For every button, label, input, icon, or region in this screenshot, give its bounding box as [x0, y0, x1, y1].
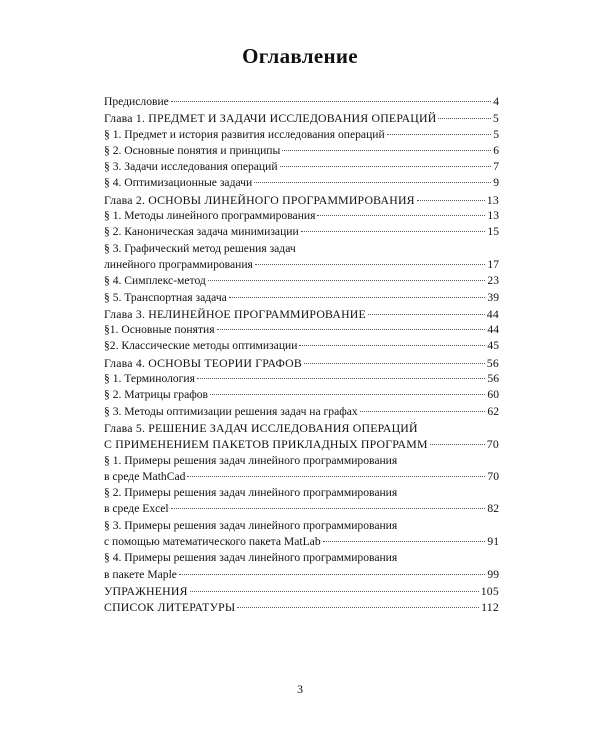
toc-entry-page: 7: [493, 160, 499, 174]
toc-dot-leader: [304, 363, 485, 364]
toc-dot-leader: [229, 297, 486, 298]
toc-entry-row: [104, 273, 499, 289]
toc-dot-leader: [430, 444, 485, 445]
toc-entry-page: 99: [487, 567, 499, 581]
toc-entry-title: § 2. Матрицы графов: [104, 388, 209, 402]
toc-entry-row: [104, 567, 499, 583]
toc-entry-title: § 2. Основные понятия и принципы: [104, 143, 281, 157]
toc-entry: [104, 159, 499, 175]
toc-dot-leader: [280, 166, 492, 167]
page-title: Оглавление: [242, 44, 358, 68]
toc-entry-page: 82: [487, 502, 499, 516]
toc-entry-row: [104, 322, 499, 338]
toc-entry: [104, 94, 499, 110]
toc-dot-leader: [254, 182, 491, 183]
toc-entry-row: [104, 583, 499, 599]
toc-entry-page: 9: [493, 176, 499, 190]
toc-entry-page: 60: [487, 388, 499, 402]
toc-entry: [104, 224, 499, 240]
toc-dot-leader: [368, 314, 485, 315]
toc-entry-row: [104, 599, 499, 615]
toc-entry-title: § 1. Предмет и история развития исследования операций: [104, 127, 385, 141]
toc-entry-row: [104, 371, 499, 387]
toc-entry-page: 44: [487, 323, 499, 337]
table-of-contents: [104, 94, 499, 616]
toc-entry: [104, 338, 499, 354]
toc-entry: [104, 371, 499, 387]
toc-entry: [104, 241, 499, 274]
toc-entry-row: [104, 143, 499, 159]
toc-entry-row: [104, 159, 499, 175]
toc-dot-leader: [299, 345, 485, 346]
toc-entry-row: [104, 175, 499, 191]
toc-entry: [104, 404, 499, 420]
toc-entry-title: Предисловие: [104, 95, 169, 108]
toc-entry-title: § 1. Методы линейного программирования: [104, 209, 316, 223]
toc-entry-line: § 3. Графический метод решения задач: [104, 241, 296, 255]
toc-entry-title: С ПРИМЕНЕНИЕМ ПАКЕТОВ ПРИКЛАДНЫХ ПРОГРАММ: [104, 437, 428, 452]
toc-entry-title: Глава 2. ОСНОВЫ ЛИНЕЙНОГО ПРОГРАММИРОВАНИЯ: [104, 192, 415, 207]
toc-entry-title: § 3. Задачи исследования операций: [104, 160, 278, 174]
toc-entry-row: [104, 501, 499, 517]
toc-entry-page: 13: [486, 192, 499, 207]
toc-entry: [104, 453, 499, 486]
toc-entry-row: [104, 534, 499, 550]
toc-entry-page: 112: [481, 600, 499, 615]
toc-entry-row: [104, 224, 499, 240]
toc-entry-title: УПРАЖНЕНИЯ: [104, 583, 188, 598]
toc-entry-page: 105: [480, 583, 499, 598]
toc-entry: [104, 485, 499, 518]
page-number: 3: [297, 682, 303, 696]
toc-entry-page: 91: [487, 535, 499, 549]
toc-entry-title: Глава 4. ОСНОВЫ ТЕОРИИ ГРАФОВ: [104, 355, 302, 370]
toc-entry-title: в среде MathCad: [104, 469, 186, 483]
toc-entry: [104, 550, 499, 583]
toc-entry-row: [104, 192, 499, 208]
toc-dot-leader: [179, 574, 485, 575]
toc-entry-page: 70: [486, 437, 499, 452]
toc-entry-line: § 2. Примеры решения задач линейного программирования: [104, 486, 398, 500]
toc-entry-row: [104, 355, 499, 371]
toc-entry: [104, 127, 499, 143]
toc-entry-title: § 1. Терминология: [104, 372, 195, 386]
toc-dot-leader: [360, 411, 486, 412]
toc-entry-page: 13: [487, 209, 499, 223]
toc-dot-leader: [282, 150, 491, 151]
toc-entry-page: 56: [486, 355, 499, 370]
toc-entry-row: [104, 127, 499, 143]
toc-entry: [104, 175, 499, 191]
toc-entry: [104, 583, 499, 599]
toc-entry-title: в среде Excel: [104, 502, 169, 516]
toc-entry-row: [104, 208, 499, 224]
toc-entry-row: [104, 404, 499, 420]
toc-entry-row: [104, 94, 499, 110]
toc-entry-page: 39: [487, 290, 499, 304]
toc-entry-row: [104, 306, 499, 322]
toc-entry-page: 17: [487, 257, 499, 271]
toc-dot-leader: [171, 508, 486, 509]
toc-entry-page: 56: [487, 372, 499, 386]
toc-entry-page: 44: [486, 306, 499, 321]
toc-dot-leader: [210, 394, 485, 395]
toc-entry-page: 15: [487, 225, 499, 239]
toc-entry: [104, 273, 499, 289]
toc-dot-leader: [417, 200, 485, 201]
toc-entry: [104, 208, 499, 224]
toc-entry-page: 5: [492, 111, 499, 126]
toc-dot-leader: [190, 591, 479, 592]
toc-entry-page: 5: [493, 127, 499, 141]
toc-entry-title: Глава 1. ПРЕДМЕТ И ЗАДАЧИ ИССЛЕДОВАНИЯ ОПЕРАЦИЙ: [104, 111, 437, 126]
toc-entry: [104, 387, 499, 403]
toc-entry-title: § 3. Методы оптимизации решения задач на графах: [104, 404, 358, 418]
toc-entry-row: [104, 338, 499, 354]
toc-entry-title: Глава 3. НЕЛИНЕЙНОЕ ПРОГРАММИРОВАНИЕ: [104, 306, 366, 321]
toc-entry-row: [104, 110, 499, 126]
toc-entry: [104, 290, 499, 306]
toc-dot-leader: [187, 476, 485, 477]
toc-entry: [104, 306, 499, 322]
toc-entry-line: § 4. Примеры решения задач линейного программирования: [104, 551, 398, 565]
toc-entry-row: [104, 469, 499, 485]
toc-entry-row: [104, 387, 499, 403]
toc-entry-title: § 4. Оптимизационные задачи: [104, 176, 253, 190]
toc-dot-leader: [171, 101, 491, 102]
toc-dot-leader: [438, 118, 490, 119]
toc-entry: [104, 599, 499, 615]
toc-entry-line: Глава 5. РЕШЕНИЕ ЗАДАЧ ИССЛЕДОВАНИЯ ОПЕРАЦИЙ: [104, 420, 418, 435]
toc-entry-row: [104, 436, 499, 452]
toc-entry-line: § 3. Примеры решения задач линейного программирования: [104, 518, 398, 532]
toc-entry-title: § 2. Каноническая задача минимизации: [104, 225, 299, 239]
toc-entry-row: [104, 257, 499, 273]
toc-entry-page: 4: [493, 95, 499, 108]
toc-entry: [104, 192, 499, 208]
toc-entry-title: линейного программирования: [104, 257, 253, 271]
toc-entry-title: с помощью математического пакета MatLab: [104, 535, 321, 549]
toc-dot-leader: [317, 215, 485, 216]
toc-dot-leader: [237, 607, 479, 608]
toc-entry: [104, 518, 499, 551]
toc-entry-title: СПИСОК ЛИТЕРАТУРЫ: [104, 600, 236, 615]
toc-entry: [104, 110, 499, 126]
toc-entry-line: § 1. Примеры решения задач линейного программирования: [104, 453, 398, 467]
toc-entry: [104, 420, 499, 453]
toc-entry-row: [104, 290, 499, 306]
toc-entry-page: 45: [487, 339, 499, 353]
toc-entry-page: 23: [487, 274, 499, 288]
toc-entry-title: §2. Классические методы оптимизации: [104, 339, 298, 353]
toc-entry: [104, 322, 499, 338]
toc-entry-title: § 5. Транспортная задача: [104, 290, 227, 304]
toc-entry-page: 62: [487, 404, 499, 418]
toc-entry-page: 6: [493, 143, 499, 157]
toc-dot-leader: [217, 329, 486, 330]
toc-dot-leader: [387, 134, 492, 135]
toc-entry-page: 70: [487, 469, 499, 483]
toc-dot-leader: [208, 280, 486, 281]
toc-dot-leader: [323, 541, 486, 542]
toc-entry-title: § 4. Симплекс-метод: [104, 274, 206, 288]
toc-entry: [104, 143, 499, 159]
toc-dot-leader: [197, 378, 485, 379]
toc-entry-title: в пакете Maple: [104, 567, 177, 581]
toc-dot-leader: [255, 264, 486, 265]
toc-entry: [104, 355, 499, 371]
toc-entry-title: §1. Основные понятия: [104, 323, 215, 337]
toc-dot-leader: [301, 231, 486, 232]
